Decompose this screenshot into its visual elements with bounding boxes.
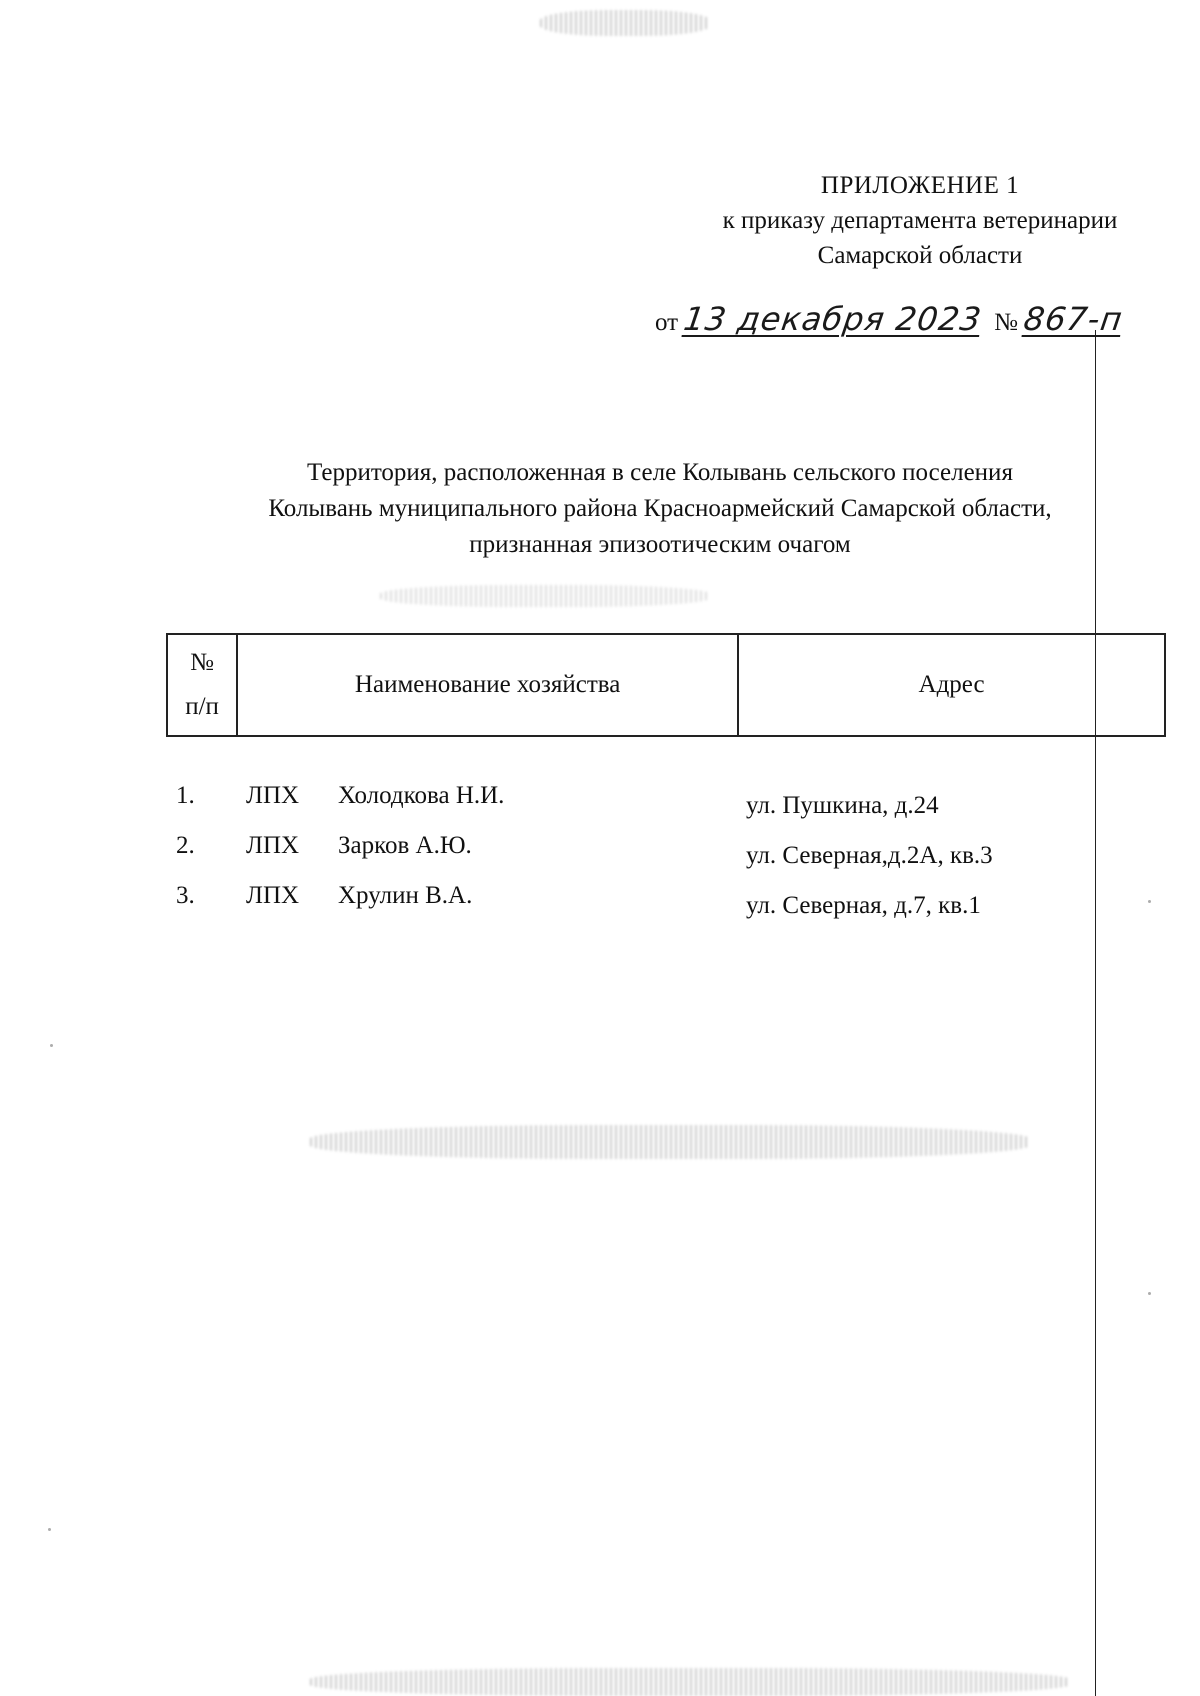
- row-address: ул. Северная,д.2А, кв.3: [746, 842, 993, 869]
- document-title-line: Территория, расположенная в селе Колывань сельского поселения: [307, 459, 1013, 486]
- row-farm-type: ЛПХ: [246, 782, 300, 809]
- appendix-region: Самарской области: [817, 242, 1023, 269]
- scan-speck: [1148, 1292, 1151, 1295]
- households-table-header: [166, 633, 1166, 737]
- scan-smudge-under-title: [380, 585, 710, 607]
- row-number: 1.: [176, 782, 195, 809]
- table-row: [176, 832, 1076, 882]
- row-farm-type: ЛПХ: [246, 882, 300, 909]
- scan-speck: [1148, 900, 1151, 903]
- table-row: [176, 882, 1076, 932]
- row-address: ул. Пушкина, д.24: [746, 792, 939, 819]
- order-number-label: №: [994, 309, 1019, 336]
- appendix-title: ПРИЛОЖЕНИЕ 1: [820, 172, 1020, 199]
- row-address: ул. Северная, д.7, кв.1: [746, 892, 981, 919]
- table-row: [176, 782, 1076, 832]
- row-owner-name: Хрулин В.А.: [338, 882, 473, 909]
- row-farm-type: ЛПХ: [246, 832, 300, 859]
- row-owner-name: Зарков А.Ю.: [338, 832, 472, 859]
- order-number-handwritten: 867-п: [1021, 300, 1126, 338]
- row-number: 3.: [176, 882, 195, 909]
- document-title: [170, 455, 1150, 563]
- row-owner-name: Холодкова Н.И.: [338, 782, 505, 809]
- scan-speck: [50, 1044, 53, 1047]
- document-title-line: признанная эпизоотическим очагом: [469, 531, 851, 558]
- appendix-reference: к приказу департамента ветеринарии: [722, 207, 1118, 234]
- scan-smudge-middle: [310, 1125, 1030, 1159]
- appendix-header: [660, 168, 1180, 273]
- column-header-name: Наименование хозяйства: [237, 634, 738, 736]
- households-list: [176, 782, 1076, 932]
- column-header-address: Адрес: [738, 634, 1165, 736]
- row-number: 2.: [176, 832, 195, 859]
- order-from-label: от: [655, 309, 679, 336]
- order-date-handwritten: 13 декабря 2023: [681, 300, 985, 338]
- scan-smudge-top: [540, 10, 710, 36]
- document-title-line: Колывань муниципального района Красноармейский Самарской области,: [268, 495, 1052, 522]
- column-header-number: № п/п: [167, 634, 237, 736]
- scan-speck: [48, 1528, 51, 1531]
- scan-smudge-bottom: [310, 1668, 1070, 1696]
- order-line: [655, 300, 1126, 338]
